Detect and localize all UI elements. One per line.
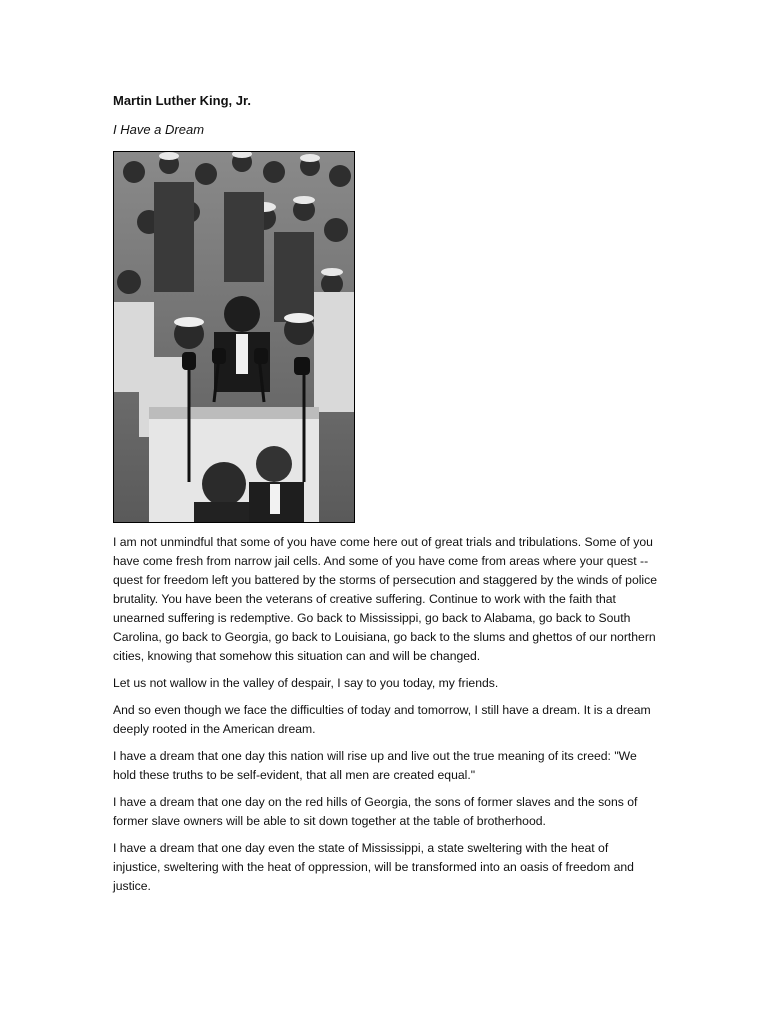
paragraph: I have a dream that one day on the red hills of Georgia, the sons of former slaves and the sons of former slave owners will be able to sit down together at the table of brotherhood. xyxy=(113,795,638,828)
speech-photo xyxy=(113,151,355,523)
paragraph: And so even though we face the difficulties of today and tomorrow, I still have a dream. It is a dream deeply rooted in the American dream. xyxy=(113,703,651,736)
speech-title: I Have a Dream xyxy=(113,122,205,137)
paragraph: I have a dream that one day this nation will rise up and live out the true meaning of its creed: "We hold these truths to be self-evident, that all men are created equal." xyxy=(113,749,637,782)
paragraph: I am not unmindful that some of you have come here out of great trials and tribulations. Some of you have come fresh from narrow jail cells. And some of you have come from areas where your quest -- quest for freedom left you battered by the storms of persecution and staggered by the winds of police brutality. You have been the veterans of creative suffering. Continue to work with the faith that unearned suffering is redemptive. Go back to Mississippi, go back to Alabama, go back to South Carolina, go back to Georgia, go back to Louisiana, go back to the slums and ghettos of our northern cities, knowing that somehow this situation can and will be changed. xyxy=(113,535,658,663)
paragraph: Let us not wallow in the valley of despair, I say to you today, my friends. xyxy=(113,676,499,690)
paragraph: I have a dream that one day even the state of Mississippi, a state sweltering with the heat of injustice, sweltering with the heat of oppression, will be transformed into an oasis of freedom and justice. xyxy=(113,841,634,893)
photo-illustration xyxy=(114,152,354,522)
speech-body xyxy=(113,533,658,904)
author-heading: Martin Luther King, Jr. xyxy=(113,93,251,108)
